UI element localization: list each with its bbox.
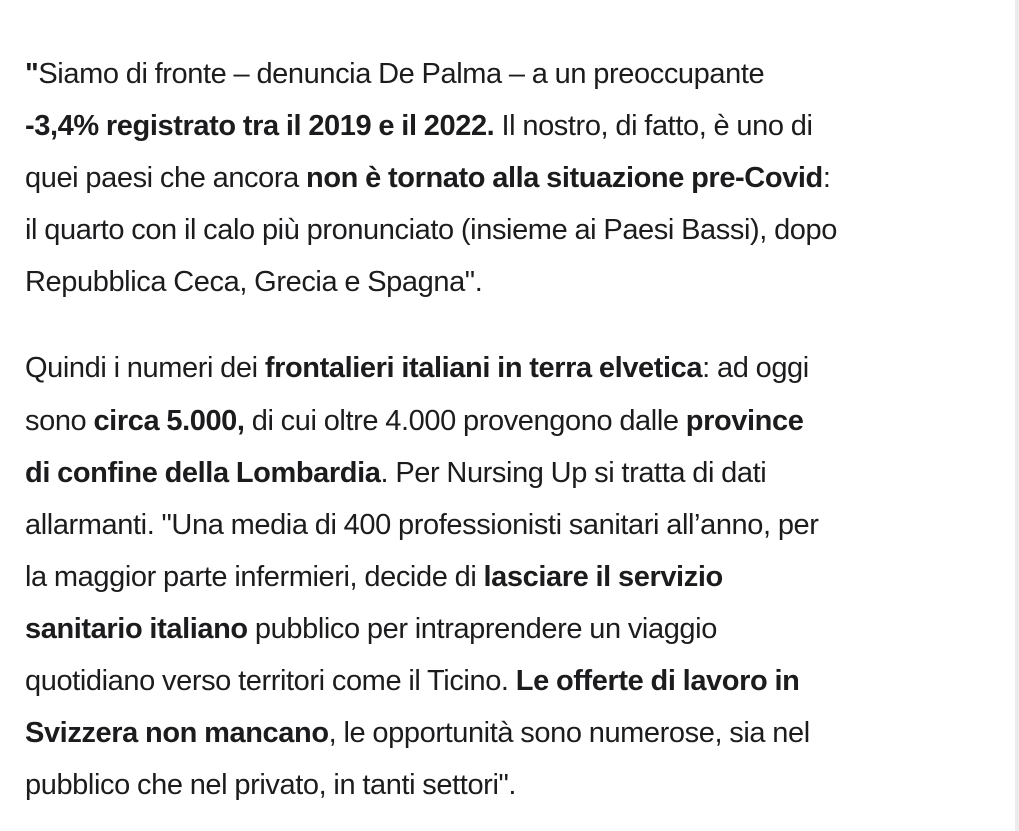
text-line bbox=[25, 551, 995, 603]
bold-text: Le offerte di lavoro in bbox=[515, 665, 800, 698]
text-span: : bbox=[822, 162, 831, 195]
text-line bbox=[25, 447, 995, 499]
bold-text: circa 5.000, bbox=[93, 404, 245, 437]
bold-text: Svizzera non mancano bbox=[25, 717, 329, 750]
text-line: Repubblica Ceca, Grecia e Spagna". bbox=[25, 266, 483, 299]
text-line bbox=[25, 707, 995, 759]
text-span: : ad oggi bbox=[702, 352, 809, 385]
text-line bbox=[25, 100, 995, 152]
text-span: quei paesi che ancora bbox=[25, 162, 307, 195]
text-span: pubblico per intraprendere un viaggio bbox=[247, 612, 717, 645]
paragraph-frontalieri bbox=[25, 342, 995, 811]
text-span: di cui oltre 4.000 provengono dalle bbox=[244, 404, 686, 437]
bold-text: -3,4% registrato tra il 2019 e il 2022. bbox=[25, 110, 495, 143]
text-span: Siamo di fronte – denuncia De Palma – a un preoccupante bbox=[38, 58, 765, 90]
text-line: allarmanti. "Una media di 400 professionisti sanitari all’anno, per bbox=[25, 508, 819, 541]
text-line: il quarto con il calo più pronunciato (insieme ai Paesi Bassi), dopo bbox=[25, 214, 837, 247]
text-span: , le opportunità sono numerose, sia nel bbox=[328, 717, 810, 750]
scrollbar-track[interactable] bbox=[1015, 0, 1019, 831]
bold-text: non è tornato alla situazione pre-Covid bbox=[306, 162, 823, 195]
article-body bbox=[25, 48, 995, 811]
bold-text: lasciare il servizio bbox=[483, 560, 723, 593]
text-span: Quindi i numeri dei bbox=[25, 352, 265, 385]
text-span: quotidiano verso territori come il Ticino. bbox=[25, 665, 516, 698]
bold-text: di confine della Lombardia bbox=[25, 456, 381, 489]
text-line bbox=[25, 603, 995, 655]
text-line bbox=[25, 152, 995, 204]
text-line bbox=[25, 395, 995, 447]
text-span: sono bbox=[25, 404, 94, 437]
paragraph-quote bbox=[25, 48, 995, 308]
text-line: pubblico che nel privato, in tanti settori". bbox=[25, 769, 517, 802]
bold-text: sanitario italiano bbox=[25, 612, 248, 645]
text-line bbox=[25, 48, 995, 100]
bold-text: " bbox=[25, 58, 39, 90]
text-span: . Per Nursing Up si tratta di dati bbox=[380, 456, 767, 489]
text-span: la maggior parte infermieri, decide di bbox=[25, 560, 484, 593]
bold-text: frontalieri italiani in terra elvetica bbox=[264, 352, 703, 385]
text-span: Il nostro, di fatto, è uno di bbox=[494, 110, 813, 143]
bold-text: province bbox=[685, 404, 804, 437]
text-line bbox=[25, 342, 995, 394]
text-line bbox=[25, 655, 995, 707]
